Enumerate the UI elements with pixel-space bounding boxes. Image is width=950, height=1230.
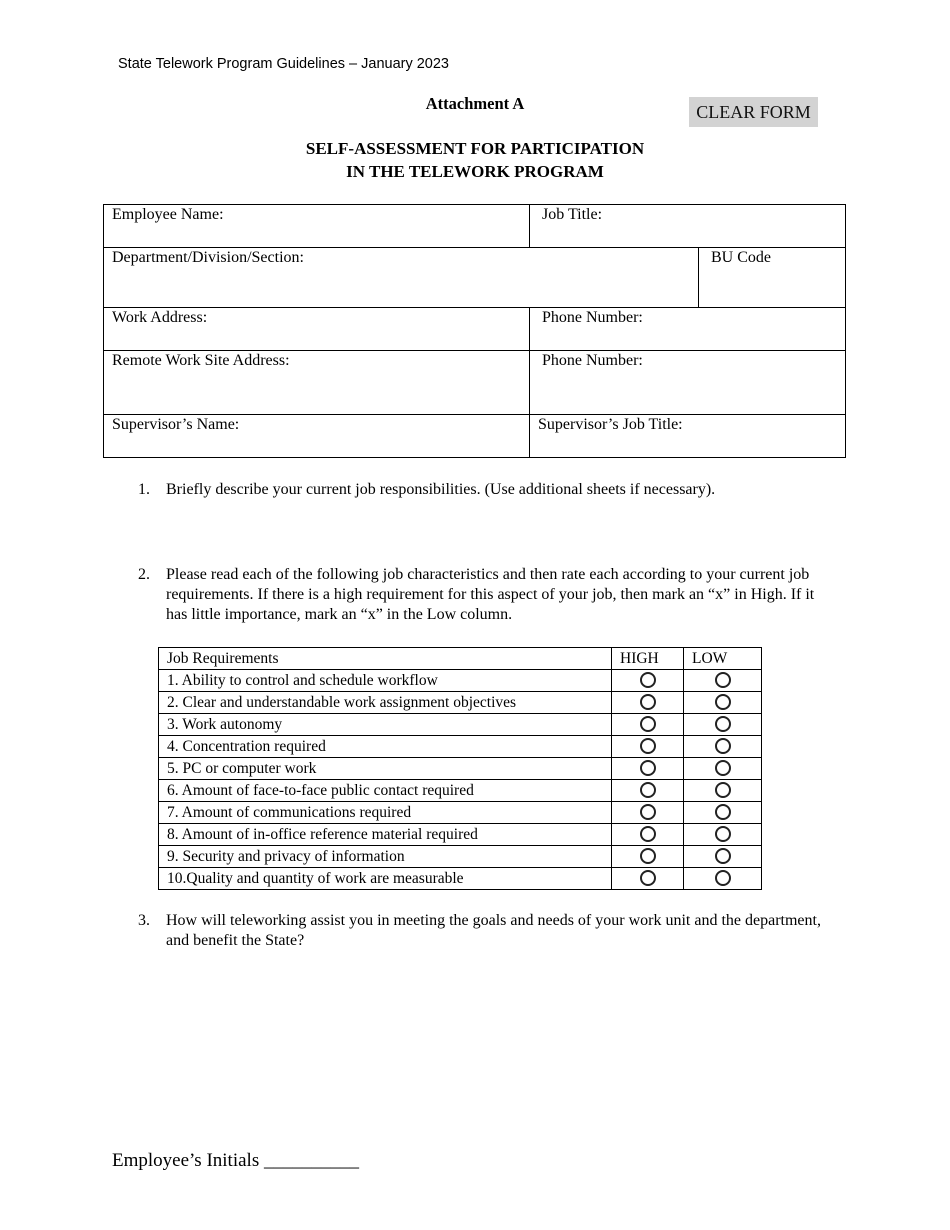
title-line-1: SELF-ASSESSMENT FOR PARTICIPATION	[305, 139, 645, 158]
low-radio[interactable]	[715, 804, 731, 820]
low-cell	[684, 692, 762, 714]
high-cell	[612, 692, 684, 714]
low-cell	[684, 868, 762, 890]
table-row	[159, 736, 762, 758]
job-title-label: Job Title:	[542, 206, 603, 223]
high-cell	[612, 736, 684, 758]
employee-name-label: Employee Name:	[112, 206, 224, 223]
requirement-label: 7. Amount of communications required	[159, 802, 612, 824]
question-3-number: 3.	[138, 912, 150, 929]
requirement-label: 9. Security and privacy of information	[159, 846, 612, 868]
high-radio[interactable]	[640, 760, 656, 776]
low-cell	[684, 802, 762, 824]
page-title	[0, 137, 950, 183]
remote-address-cell	[104, 351, 530, 415]
high-radio[interactable]	[640, 804, 656, 820]
table-row	[159, 868, 762, 890]
work-address-label: Work Address:	[112, 309, 208, 326]
table-row	[159, 714, 762, 736]
remote-phone-label: Phone Number:	[542, 352, 643, 369]
work-phone-cell	[530, 308, 846, 351]
low-cell	[684, 714, 762, 736]
job-title-input[interactable]	[530, 224, 845, 244]
department-input[interactable]	[104, 267, 698, 287]
employee-initials[interactable]: Employee’s Initials __________	[112, 1150, 359, 1171]
low-radio[interactable]	[715, 870, 731, 886]
question-2-number: 2.	[138, 566, 150, 583]
table-row	[159, 670, 762, 692]
low-radio[interactable]	[715, 716, 731, 732]
low-cell	[684, 780, 762, 802]
low-radio[interactable]	[715, 672, 731, 688]
supervisor-title-cell	[530, 415, 846, 458]
job-requirements-header: Job Requirements	[159, 648, 612, 670]
question-2-text: Please read each of the following job characteristics and then rate each according to your current job requirements. If there is a high requirement for this aspect of your job, then mark an “x” in High. If it has little importance, mark an “x” in the Low column.	[166, 566, 815, 623]
requirement-label: 6. Amount of face-to-face public contact required	[159, 780, 612, 802]
low-radio[interactable]	[715, 848, 731, 864]
high-cell	[612, 868, 684, 890]
low-radio[interactable]	[715, 760, 731, 776]
low-cell	[684, 846, 762, 868]
work-address-input[interactable]	[104, 327, 529, 347]
low-header: LOW	[684, 648, 762, 670]
requirement-label: 3. Work autonomy	[159, 714, 612, 736]
high-radio[interactable]	[640, 716, 656, 732]
job-requirements-table	[158, 647, 762, 890]
job-title-cell	[530, 205, 846, 248]
remote-address-label: Remote Work Site Address:	[112, 352, 290, 369]
table-row	[159, 758, 762, 780]
question-1-text: Briefly describe your current job responsibilities. (Use additional sheets if necessary).	[166, 481, 716, 498]
table-row	[159, 846, 762, 868]
supervisor-title-input[interactable]	[530, 434, 845, 454]
title-line-2: IN THE TELEWORK PROGRAM	[346, 162, 604, 181]
high-radio[interactable]	[640, 870, 656, 886]
low-radio[interactable]	[715, 694, 731, 710]
high-radio[interactable]	[640, 672, 656, 688]
high-cell	[612, 758, 684, 780]
remote-address-input[interactable]	[104, 370, 529, 390]
requirement-label: 1. Ability to control and schedule workflow	[159, 670, 612, 692]
table-row	[159, 824, 762, 846]
low-cell	[684, 670, 762, 692]
low-cell	[684, 758, 762, 780]
requirement-label: 10.Quality and quantity of work are measurable	[159, 868, 612, 890]
low-radio[interactable]	[715, 782, 731, 798]
low-cell	[684, 824, 762, 846]
high-radio[interactable]	[640, 826, 656, 842]
employee-info-table	[103, 204, 846, 458]
employee-name-cell	[104, 205, 530, 248]
high-radio[interactable]	[640, 782, 656, 798]
low-cell	[684, 736, 762, 758]
high-cell	[612, 780, 684, 802]
bu-code-label: BU Code	[711, 249, 771, 266]
supervisor-name-label: Supervisor’s Name:	[112, 416, 240, 433]
high-cell	[612, 670, 684, 692]
question-1-number: 1.	[138, 481, 150, 498]
high-radio[interactable]	[640, 848, 656, 864]
high-radio[interactable]	[640, 738, 656, 754]
requirement-label: 2. Clear and understandable work assignment objectives	[159, 692, 612, 714]
bu-code-input[interactable]	[699, 267, 845, 287]
remote-phone-input[interactable]	[530, 370, 845, 390]
department-cell	[104, 248, 699, 308]
table-row	[159, 692, 762, 714]
question-3-text: How will teleworking assist you in meeting the goals and needs of your work unit and the department, and benefit the State?	[166, 912, 821, 949]
high-header: HIGH	[612, 648, 684, 670]
attachment-label: Attachment A	[425, 94, 525, 113]
low-radio[interactable]	[715, 826, 731, 842]
remote-phone-cell	[530, 351, 846, 415]
high-cell	[612, 802, 684, 824]
bu-code-cell	[699, 248, 846, 308]
high-cell	[612, 824, 684, 846]
table-row	[159, 780, 762, 802]
employee-name-input[interactable]	[104, 224, 529, 244]
program-header: State Telework Program Guidelines – January 2023	[118, 56, 450, 72]
high-cell	[612, 714, 684, 736]
requirement-label: 5. PC or computer work	[159, 758, 612, 780]
department-label: Department/Division/Section:	[112, 249, 304, 266]
requirement-label: 8. Amount of in-office reference material required	[159, 824, 612, 846]
supervisor-name-cell	[104, 415, 530, 458]
work-address-cell	[104, 308, 530, 351]
supervisor-name-input[interactable]	[104, 434, 529, 454]
requirement-label: 4. Concentration required	[159, 736, 612, 758]
supervisor-title-label: Supervisor’s Job Title:	[538, 416, 683, 433]
work-phone-input[interactable]	[530, 327, 845, 347]
high-radio[interactable]	[640, 694, 656, 710]
work-phone-label: Phone Number:	[542, 309, 643, 326]
high-cell	[612, 846, 684, 868]
low-radio[interactable]	[715, 738, 731, 754]
table-header-row	[159, 648, 762, 670]
table-row	[159, 802, 762, 824]
clear-form-button[interactable]: CLEAR FORM	[689, 97, 818, 127]
